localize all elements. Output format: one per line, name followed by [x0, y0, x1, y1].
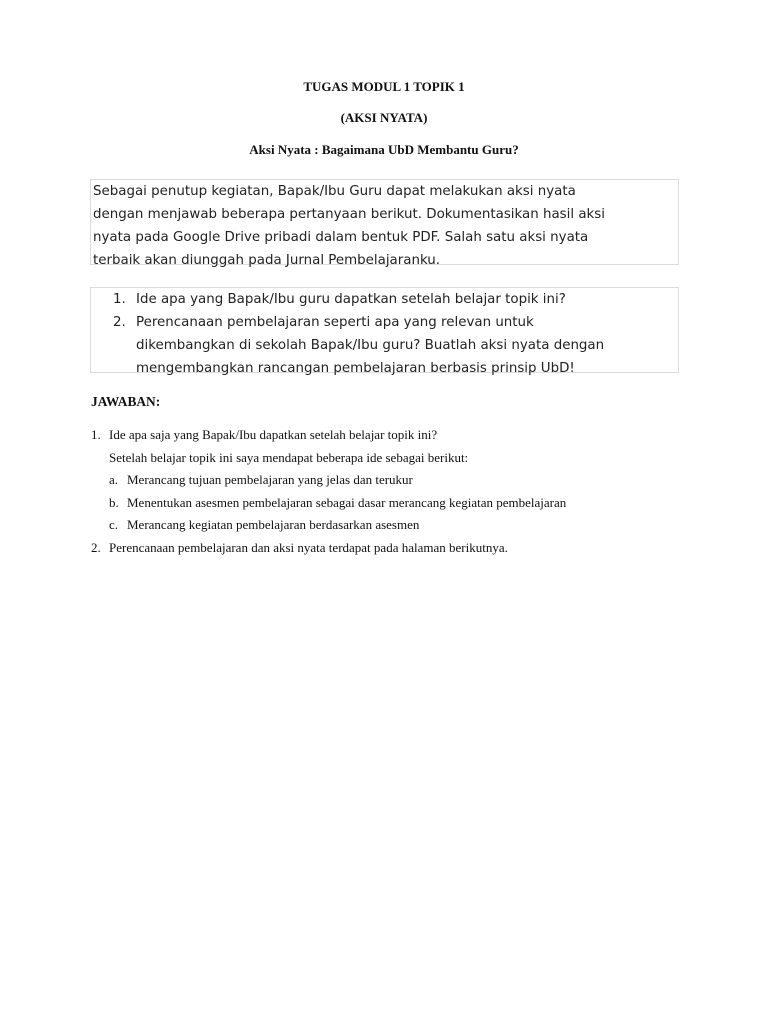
subitem-text: Merancang tujuan pembelajaran yang jelas dan terukur	[127, 472, 413, 487]
question-number: 1.	[113, 292, 126, 307]
answer-number: 2.	[91, 539, 101, 555]
answer-subitem-a	[91, 469, 731, 492]
answer-text: Perencanaan pembelajaran dan aksi nyata terdapat pada halaman berikutnya.	[109, 539, 508, 555]
question-line: Perencanaan pembelajaran seperti apa yang relevan untuk	[136, 315, 534, 330]
intro-line: Sebagai penutup kegiatan, Bapak/Ibu Guru dapat melakukan aksi nyata	[93, 184, 576, 199]
answer-number: 1.	[91, 427, 101, 442]
answer-item-1	[91, 424, 731, 447]
answer-label: JAWABAN:	[91, 394, 161, 409]
answer-subitem-c	[91, 514, 731, 537]
question-line: Ide apa yang Bapak/Ibu guru dapatkan setelah belajar topik ini?	[136, 292, 566, 307]
answer-note: Setelah belajar topik ini saya mendapat beberapa ide sebagai berikut:	[109, 449, 469, 465]
intro-line: nyata pada Google Drive pribadi dalam bentuk PDF. Salah satu aksi nyata	[93, 230, 589, 245]
question-item-2	[91, 311, 678, 380]
subitem-text: Merancang kegiatan pembelajaran berdasarkan asesmen	[127, 517, 420, 532]
subitem-text: Menentukan asesmen pembelajaran sebagai dasar merancang kegiatan pembelajaran	[127, 494, 567, 510]
question-heading: Aksi Nyata : Bagaimana UbD Membantu Guru?	[249, 142, 519, 157]
subitem-letter: a.	[109, 472, 119, 487]
document-subtitle: (AKSI NYATA)	[340, 110, 428, 125]
subitem-letter: c.	[109, 517, 119, 532]
intro-line: dengan menjawab beberapa pertanyaan berikut. Dokumentasikan hasil aksi	[93, 207, 606, 222]
question-item-1	[91, 288, 678, 311]
answer-text: Ide apa saja yang Bapak/Ibu dapatkan setelah belajar topik ini?	[109, 427, 438, 442]
answer-subitem-b	[91, 492, 731, 515]
question-number: 2.	[113, 315, 126, 330]
subitem-letter: b.	[109, 494, 119, 510]
document-title: TUGAS MODUL 1 TOPIK 1	[303, 79, 465, 94]
answer-list	[91, 424, 731, 559]
question-list	[90, 287, 679, 376]
intro-line: terbaik akan diunggah pada Jurnal Pembelajaranku.	[93, 253, 441, 268]
question-line: dikembangkan di sekolah Bapak/Ibu guru? Buatlah aksi nyata dengan	[136, 338, 605, 353]
answer-item-2	[91, 537, 731, 560]
intro-paragraph	[90, 179, 679, 268]
question-line: mengembangkan rancangan pembelajaran berbasis prinsip UbD!	[136, 361, 575, 376]
